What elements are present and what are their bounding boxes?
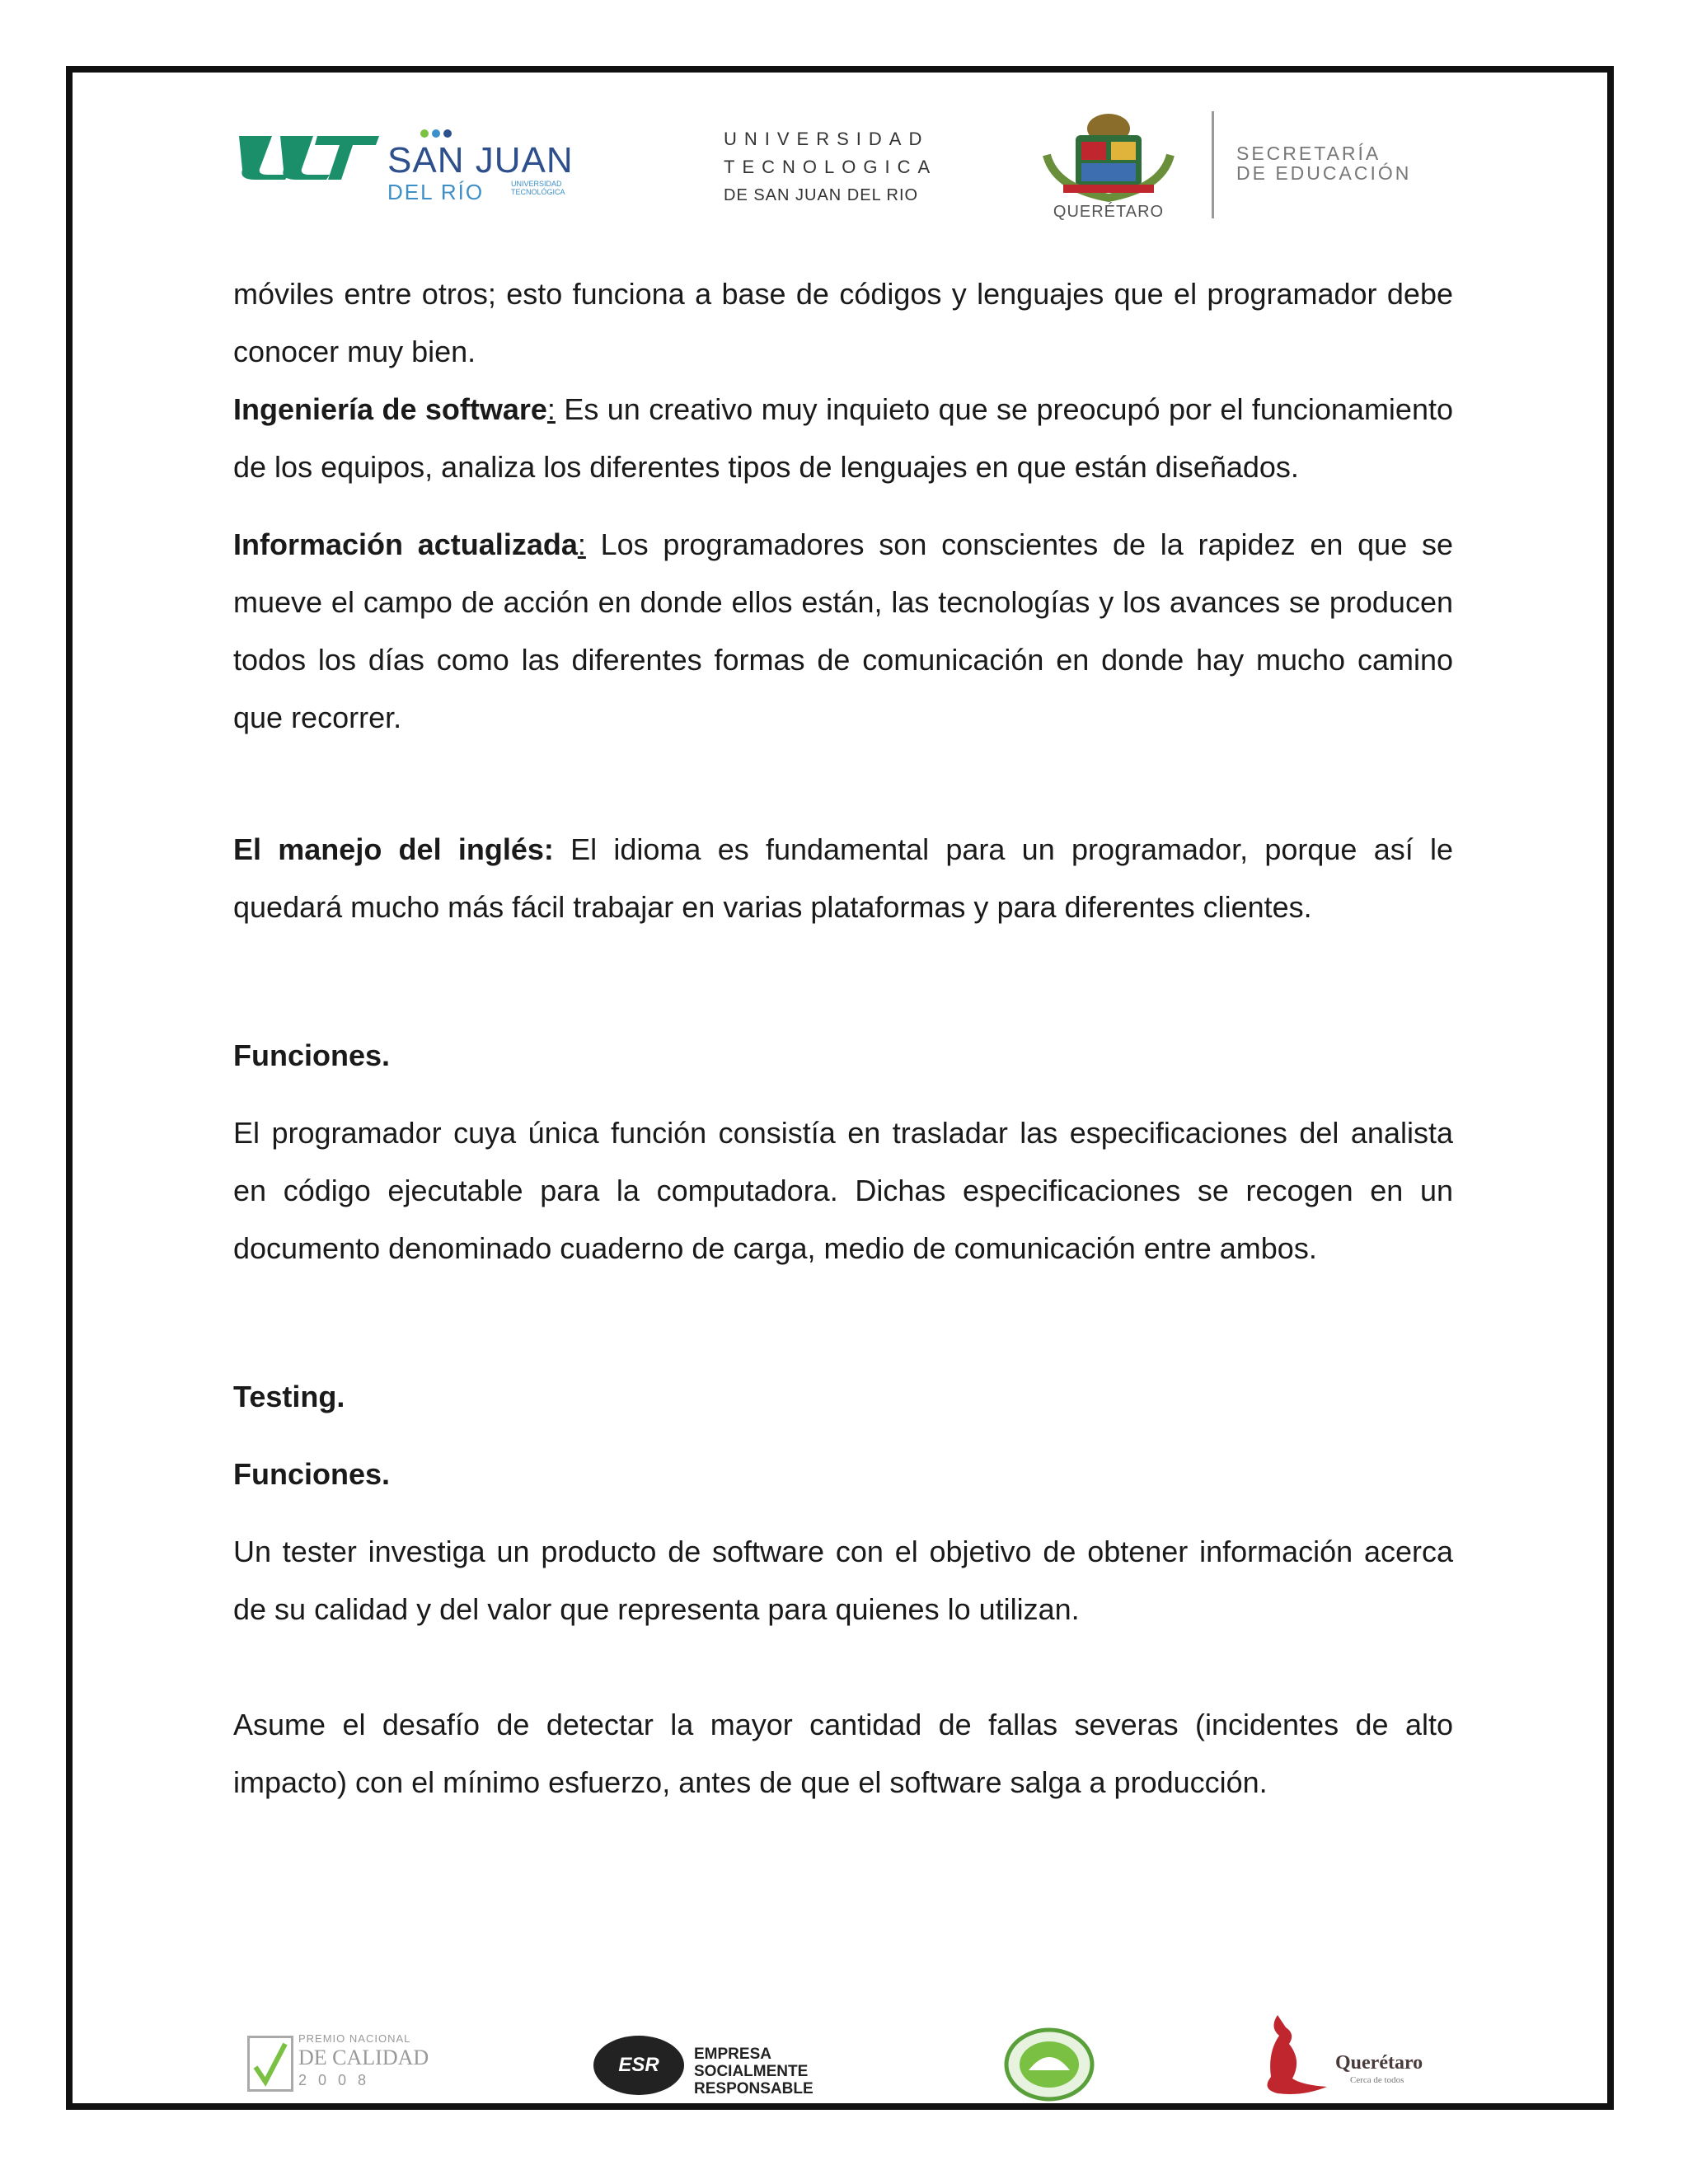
heading-funciones-2: [233, 1446, 1453, 1503]
label-ingles: El manejo del inglés:: [233, 832, 554, 866]
premio-line-1: PREMIO NACIONAL: [298, 2032, 411, 2045]
heading-funciones-1-text: Funciones.: [233, 1038, 391, 1072]
queretaro-seal: [1030, 105, 1187, 229]
paragraph-desafio: Asume el desafío de detectar la mayor cantidad de fallas severas (incidentes de alto impacto) con el mínimo esfuerzo, antes de que el software salga a producción.: [233, 1708, 1453, 1799]
text-ingenieria: Es un creativo muy inquieto que se preocupó por el funcionamiento de los equipos, analiza los diferentes tipos de lenguajes en que están diseñados.: [233, 392, 1453, 484]
paragraph-informacion: [233, 516, 1453, 747]
document-body: [233, 265, 1453, 1811]
ut-logo-city: DEL RÍO: [387, 180, 485, 204]
esr-line-1: EMPRESA: [694, 2046, 771, 2063]
colon-ingenieria: :: [546, 392, 556, 426]
colon-informacion: :: [577, 527, 586, 561]
university-name: [724, 125, 971, 209]
ut-san-juan-logo: [231, 115, 610, 206]
checkmark-icon: [251, 2039, 290, 2088]
paragraph-1: móviles entre otros; esto funciona a base de códigos y lenguajes que el programador debe conocer muy bien.: [233, 277, 1453, 368]
queretaro-seal-icon: [1030, 105, 1187, 203]
label-ingenieria: Ingeniería de software: [233, 392, 547, 426]
premio-line-2: DE CALIDAD: [298, 2046, 429, 2069]
label-informacion: Información actualizada: [233, 527, 578, 561]
queretaro-figure-icon: [1253, 2011, 1335, 2102]
seal-caption: QUERÉTARO: [1053, 203, 1165, 221]
heading-funciones-2-text: Funciones.: [233, 1457, 391, 1491]
green-seal-logo: [1004, 2027, 1095, 2102]
university-line-2: TECNOLOGICA: [724, 157, 938, 177]
paragraph-ingenieria: [233, 381, 1453, 496]
heading-funciones-1: [233, 1027, 1453, 1085]
green-seal-icon: [1004, 2027, 1095, 2102]
paragraph-tester: Un tester investiga un producto de software con el objetivo de obtener información acerca de su calidad y del valor que representa para quienes lo utilizan.: [233, 1535, 1453, 1626]
university-line-3: DE SAN JUAN DEL RIO: [724, 186, 919, 204]
esr-line-2: SOCIALMENTE: [694, 2063, 809, 2080]
secretaria-line-2: DE EDUCACIÓN: [1236, 162, 1412, 184]
ut-logo-icon: [231, 132, 379, 181]
secretaria-educacion: [1236, 143, 1411, 183]
heading-testing-text: Testing.: [233, 1380, 345, 1413]
heading-testing: [233, 1368, 1453, 1426]
ut-logo-tag: UNIVERSIDAD TECNOLÓGICA: [511, 180, 565, 196]
esr-logo: [593, 2029, 841, 2103]
esr-line-3: RESPONSABLE: [694, 2080, 814, 2097]
ut-logo-name: SAN JUAN: [387, 140, 574, 180]
queretaro-tagline: Cerca de todos: [1350, 2075, 1404, 2085]
text-ingles: El idioma es fundamental para un programador, porque así le quedará mucho más fácil trabajar en varias plataformas y para diferentes clientes.: [233, 832, 1454, 924]
queretaro-word: Querétaro: [1335, 2052, 1423, 2074]
secretaria-line-1: SECRETARÍA: [1236, 143, 1381, 164]
premio-line-3: 2008: [298, 2072, 378, 2088]
premio-nacional-logo: [247, 2027, 437, 2093]
queretaro-logo: [1253, 2011, 1442, 2102]
paragraph-programador: El programador cuya única función consistía en trasladar las especificaciones del analista en código ejecutable para la computadora. Dichas especificaciones se recogen en un documento denominado cuaderno de carga, medio de comunicación entre ambos.: [233, 1116, 1453, 1265]
text-informacion: Los programadores son conscientes de la rapidez en que se mueve el campo de acción en donde ellos están, las tecnologías y los avances se producen todos los días como las diferentes formas de comunicación en donde hay mucho camino que recorrer.: [233, 527, 1453, 734]
esr-badge: ESR: [593, 2036, 684, 2095]
paragraph-ingles: [233, 821, 1453, 936]
header-divider: [1212, 111, 1214, 218]
esr-text: [694, 2046, 814, 2097]
university-line-1: UNIVERSIDAD: [724, 129, 930, 149]
